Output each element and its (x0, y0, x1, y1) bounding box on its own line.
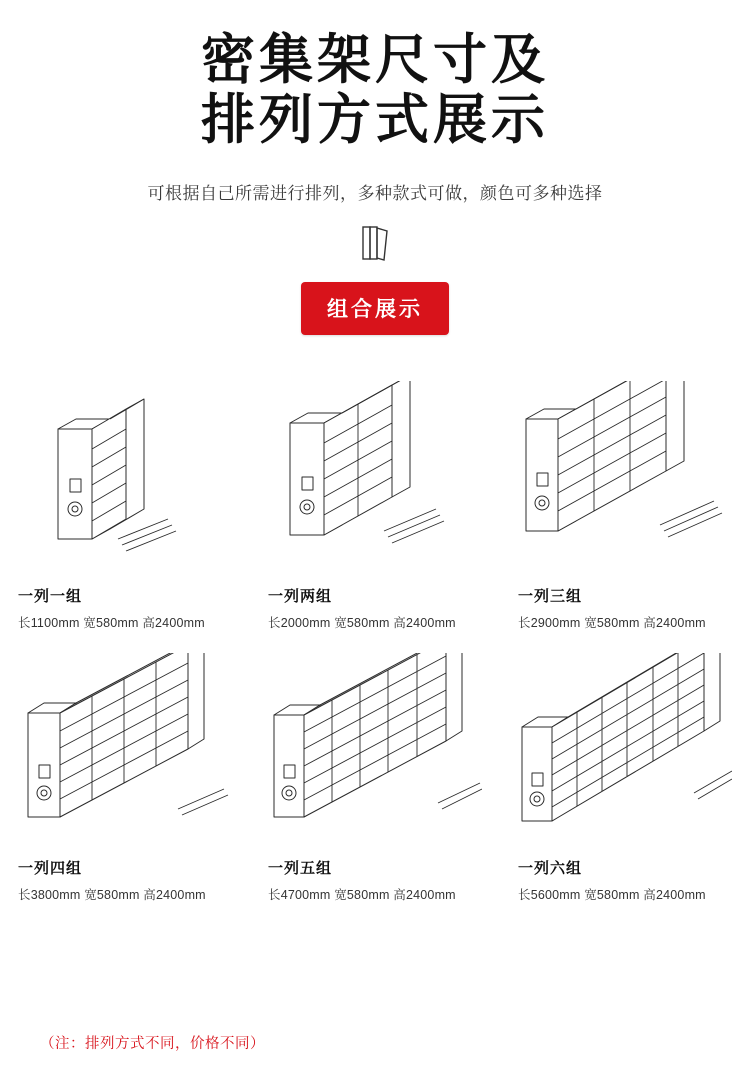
shelf-card (250, 653, 500, 925)
shelf-title: 一列一组 (18, 587, 83, 605)
shelf-illustration-1 (18, 381, 232, 581)
page-title (0, 30, 750, 151)
shelf-spec: 长4700mm 宽580mm 高2400mm (268, 887, 456, 902)
section-tag: 组合展示 (301, 282, 449, 335)
shelf-illustration-4 (18, 653, 232, 853)
books-icon (353, 222, 397, 264)
shelf-title: 一列四组 (18, 859, 83, 877)
shelf-spec: 长5600mm 宽580mm 高2400mm (518, 887, 706, 902)
shelf-spec: 长1100mm 宽580mm 高2400mm (18, 615, 205, 630)
shelf-card (500, 381, 750, 653)
page-title-line2: 排列方式展示 (201, 90, 549, 151)
shelf-title: 一列两组 (268, 587, 333, 605)
shelf-illustration-3 (518, 381, 732, 581)
shelf-card (500, 653, 750, 925)
shelf-title: 一列六组 (518, 859, 583, 877)
shelf-spec: 长3800mm 宽580mm 高2400mm (18, 887, 206, 902)
shelf-card (0, 653, 250, 925)
shelf-illustration-5 (268, 653, 482, 853)
shelf-card (0, 381, 250, 653)
shelf-spec: 长2000mm 宽580mm 高2400mm (268, 615, 456, 630)
shelf-illustration-2 (268, 381, 482, 581)
page-subtitle: 可根据自己所需进行排列，多种款式可做，颜色可多种选择 (147, 183, 603, 203)
shelf-title: 一列三组 (518, 587, 583, 605)
shelf-grid (0, 381, 750, 925)
header (0, 0, 750, 335)
shelf-card (250, 381, 500, 653)
section-tag-wrapper (0, 282, 750, 335)
shelf-spec: 长2900mm 宽580mm 高2400mm (518, 615, 706, 630)
footer-note: （注：排列方式不同，价格不同） (40, 1036, 265, 1052)
page-title-line1: 密集架尺寸及 (201, 30, 549, 90)
shelf-illustration-6 (518, 653, 732, 853)
shelf-title: 一列五组 (268, 859, 333, 877)
